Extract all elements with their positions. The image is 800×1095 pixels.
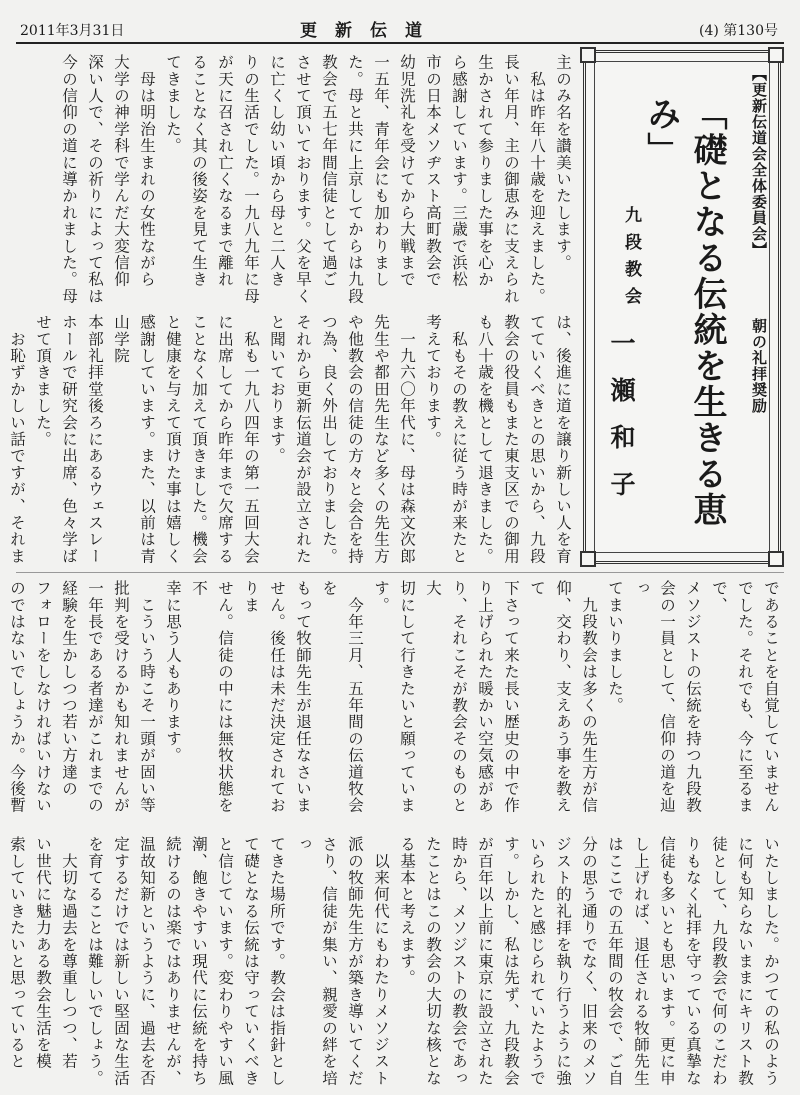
body-column-lower-right: であることを自覚していません でした。それでも、今に至るまで、 メソジストの伝統を持つ九段教 会の一員として、信仰の道を辿っ てまいりました。 九段教会は多くの先生方が信 仰、交わり、支えあう事を教えて 下さって来た長い歴史の中で作 り上げられた暖かい空気感があ り、それこそが教会そのものと大 切にして行きたいと願っています。 今年三月、五年間の伝道牧会を もって牧師先生が退任なさいま せん。後任は未だ決定されておりま せん。信徒の中には無牧状態を不 幸に思う人もあります。 こういう時こそ一頭が固い等 批判を受けるかも知れませんが 一年長である者達がこれまでの 経験を生かしつつ若い方達の フォローをしなければいけない のではないでしょうか。今後暫: [8, 580, 780, 814]
issue-date: 2011年3月31日: [20, 23, 125, 39]
frame-corner-ornament: [768, 551, 784, 567]
tier-divider: [16, 572, 784, 573]
frame-corner-ornament: [580, 551, 596, 567]
frame-corner-ornament: [580, 47, 596, 63]
article-category: 【更新伝道会全体委員会】: [750, 66, 768, 258]
article-title: 「礎となる伝統を生きる恵み」: [641, 96, 727, 528]
article-subcategory: 朝の礼拝奨励: [750, 318, 768, 414]
body-column-upper-left: は、後進に道を譲り新しい人を育 てていくべきとの思いから、九段 教会の役員もまた東支区での御用 も八十歳を機として退きました。 私もその教えに従う時が来たと 考えております。 一九六〇年代に、母は森文次郎 先生や都田先生など多くの先生方 や他教会の信徒の方々と会合を持 つ為、良く外出しておりました。 それから更新伝道会が設立された と聞いております。 私も一九八四年の第一五回大会 に出席してから昨年まで欠席する ことなく加えて頂きました。機会 と健康を与えて頂けた事は嬉しく 感謝しています。また、以前は青山学院 本部礼拝堂後ろにあるウェスレー ホールで研究会に出席、色々学ば せて頂きました。 お恥ずかしい話ですが、それま: [8, 314, 572, 565]
article-church: 九段教会: [621, 206, 641, 314]
issue-number: (4) 第130号: [698, 23, 778, 39]
body-column-upper-right: 主のみ名を讃美いたします。 私は昨年八十歳を迎えました。 長い年月、主の御恵みに支えられ 生かされて参りました事を心か ら感謝しています。三歳で浜松 市の日本メソヂスト高町教会で 幼児洗礼を受けてから大戦まで 一五年、青年会にも加わりまし た。母と共に上京してからは九段 教会で五七年間信徒として過ご させて頂いております。父を早く に亡くし幼い頃から母と二人き りの生活でした。一九八九年に母 が天に召され亡くなるまで離れ ることなく其の後姿を見て生き てきました。 母は明治生まれの女性ながら 大学の神学科で学んだ大変信仰 深い人で、その祈りによって私は 今の信仰の道に導かれました。母: [60, 54, 572, 305]
body-column-lower-left: いたしました。かつての私のよう に何も知らないままにキリスト教 徒として、九段教会で何のこだわ りもなく礼拝を守っている真摯な 信徒も多いとも思います。更に申 し上げれば、退任される牧師先生 はここでの五年間の牧会で、ご自 分の思う通りでなく、旧来のメソ ジスト的礼拝を執り行うように強 いられたと感じられていたようで す。しかし、私は先ず、九段教会 が百年以上前に東京に設立された 時から、メソジストの教会であっ たことはこの教会の大切な核とな る基本と考えます。 以来何代にもわたりメソジスト 派の牧師先生方が築き導いてくだ さり、信徒が集い、親愛の絆を培っ てきた場所です。教会は指針とし て礎となる伝統は守っていくべき と信じています。変わりやすい風 潮、飽きやすい現代に伝統を持ち 続けるのは楽ではありませんが、 温故知新というように、過去を否 定するだけでは新しい堅固な生活 を育てることは難しいでしょう。 大切な過去を尊重しつつ、若 い世代に魅力ある教会生活を模 索していきたいと思っていると: [8, 836, 780, 1087]
frame-corner-ornament: [768, 47, 784, 63]
header-rule: [16, 42, 784, 44]
page-header: [0, 0, 800, 48]
article-author: 一瀬和子: [607, 330, 636, 518]
newspaper-title: 更新伝道: [300, 21, 440, 41]
